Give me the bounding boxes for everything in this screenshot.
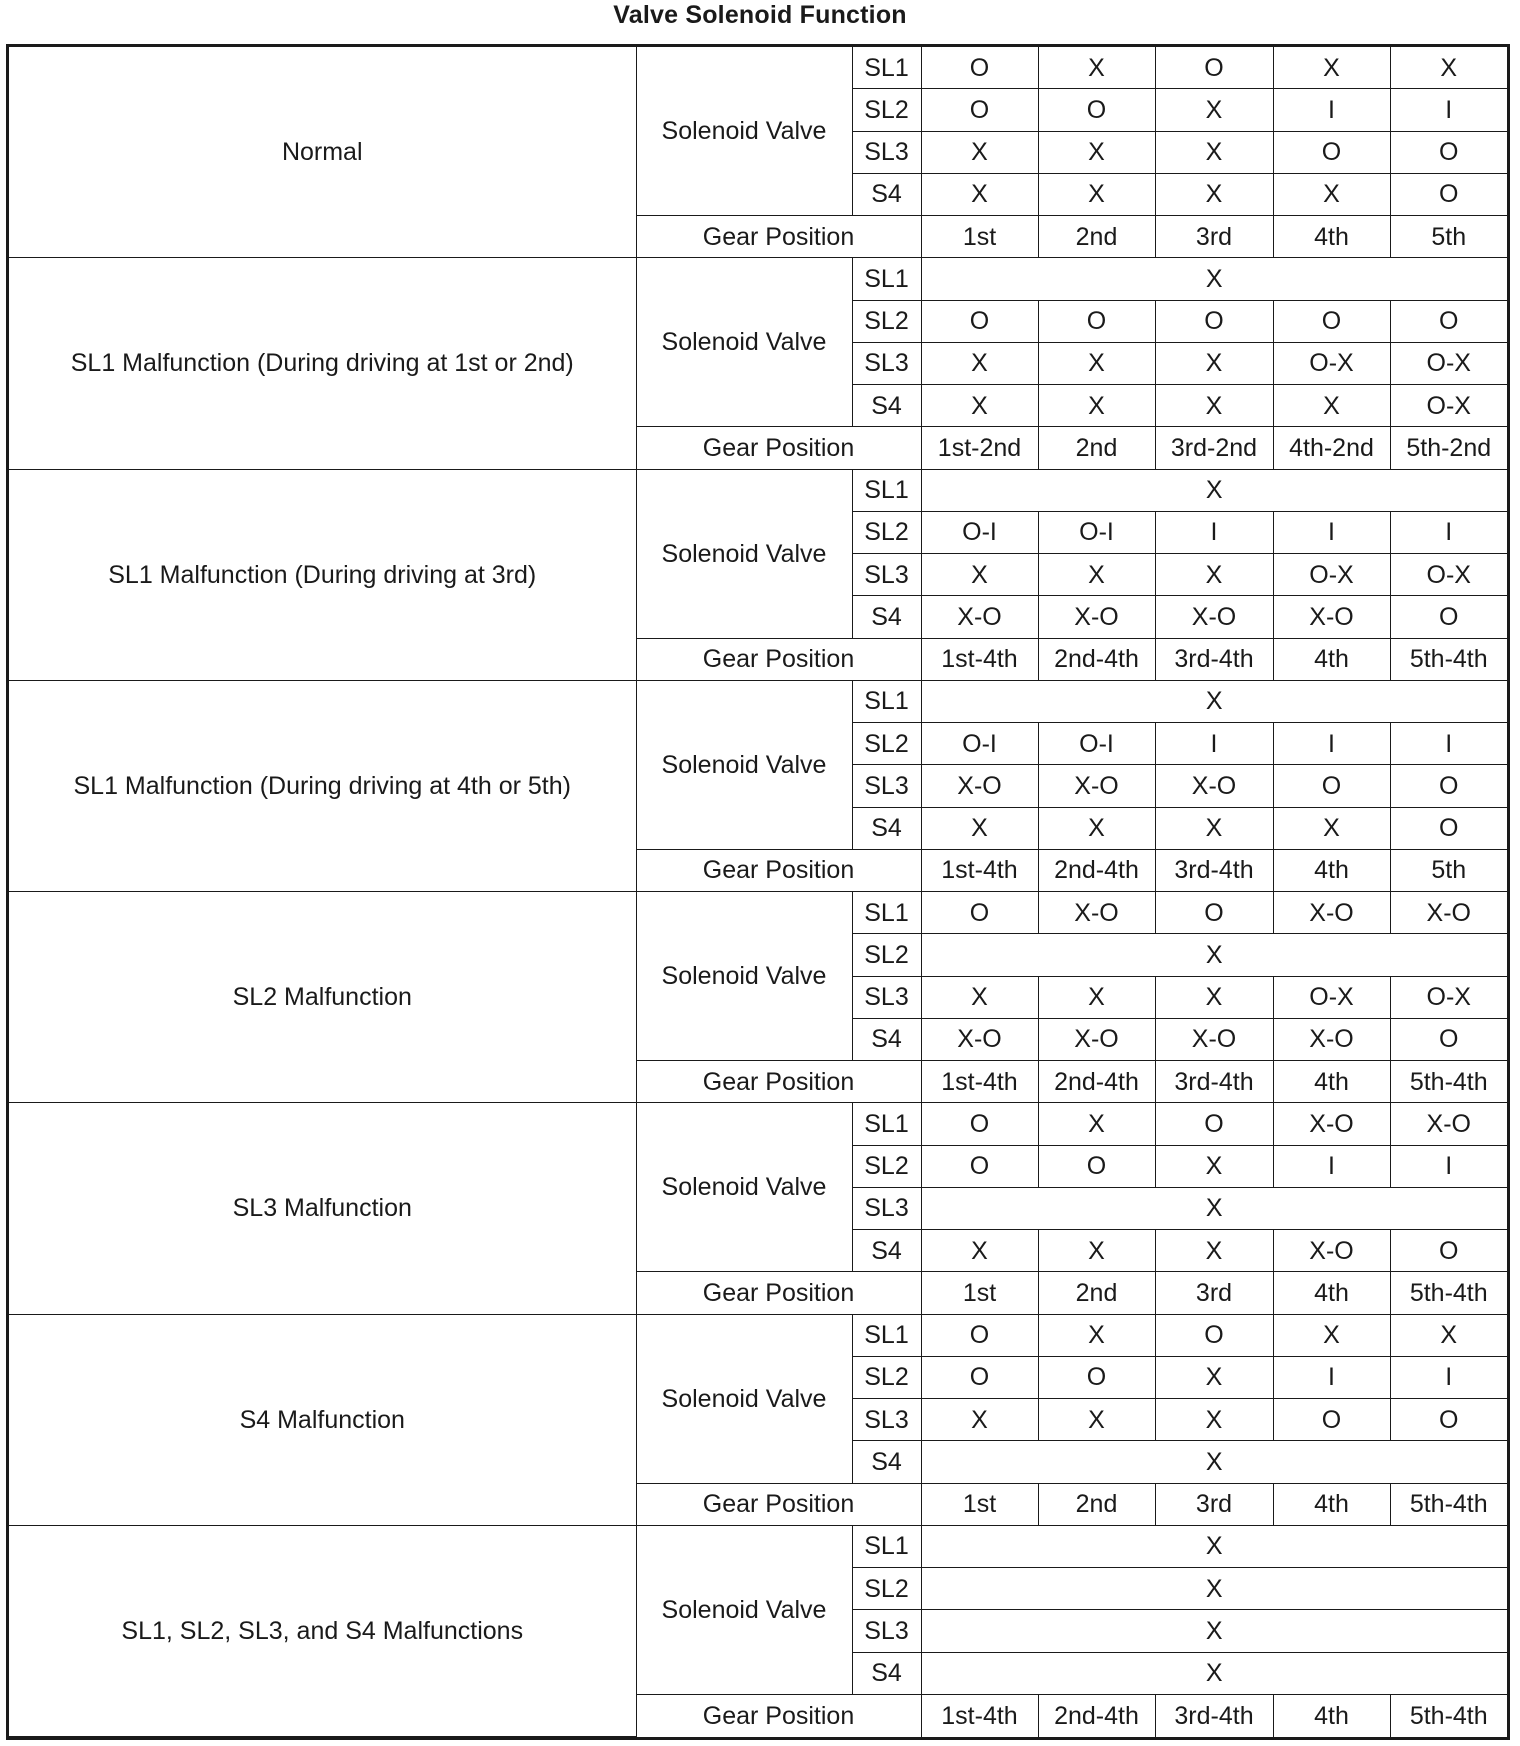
gear-position-cell: 4th	[1273, 1483, 1390, 1525]
valve-state-cell: X	[1155, 385, 1273, 427]
valve-name: SL2	[852, 89, 921, 131]
valve-state-cell: X	[1038, 1230, 1155, 1272]
gear-position-cell: 5th	[1390, 849, 1507, 891]
valve-name: SL3	[852, 1399, 921, 1441]
gear-position-cell: 3rd-2nd	[1155, 427, 1273, 469]
gear-position-cell: 5th-4th	[1390, 1272, 1507, 1314]
valve-name: SL2	[852, 300, 921, 342]
valve-name: SL1	[852, 47, 921, 89]
valve-state-cell: O	[921, 300, 1038, 342]
valve-state-cell: O	[1273, 1399, 1390, 1441]
valve-state-cell: X	[1155, 1145, 1273, 1187]
valve-row	[9, 47, 1507, 89]
valve-state-cell: X	[1038, 47, 1155, 89]
valve-row	[9, 892, 1507, 934]
valve-state-cell: O	[921, 47, 1038, 89]
valve-state-cell: X	[1273, 47, 1390, 89]
gear-position-cell: 3rd-4th	[1155, 638, 1273, 680]
gear-position-label: Gear Position	[636, 427, 921, 469]
valve-state-cell: X	[1155, 554, 1273, 596]
valve-state-cell: X	[921, 1610, 1507, 1652]
valve-state-cell: X	[1155, 1230, 1273, 1272]
valve-name: SL3	[852, 342, 921, 384]
valve-state-cell: I	[1273, 723, 1390, 765]
valve-state-cell: O	[1155, 1103, 1273, 1145]
valve-state-cell: X	[1038, 385, 1155, 427]
gear-position-cell: 2nd	[1038, 1483, 1155, 1525]
condition-label: SL3 Malfunction	[9, 1103, 636, 1314]
valve-name: SL2	[852, 934, 921, 976]
gear-position-label: Gear Position	[636, 1061, 921, 1103]
valve-state-cell: X	[1038, 1314, 1155, 1356]
gear-position-cell: 5th-4th	[1390, 1061, 1507, 1103]
valve-state-cell: O	[1273, 765, 1390, 807]
solenoid-valve-label: Solenoid Valve	[636, 680, 852, 849]
valve-state-cell: O	[1390, 300, 1507, 342]
valve-state-cell: O-X	[1390, 342, 1507, 384]
valve-state-cell: X	[1155, 173, 1273, 215]
valve-state-cell: X	[921, 385, 1038, 427]
valve-state-cell: X	[1273, 807, 1390, 849]
valve-name: SL1	[852, 1314, 921, 1356]
condition-label: Normal	[9, 47, 636, 258]
valve-state-cell: O-I	[1038, 511, 1155, 553]
valve-state-cell: X	[1273, 1314, 1390, 1356]
valve-state-cell: I	[1390, 1145, 1507, 1187]
valve-name: SL2	[852, 1568, 921, 1610]
valve-state-cell: X	[921, 1568, 1507, 1610]
valve-state-cell: I	[1390, 1356, 1507, 1398]
solenoid-valve-label: Solenoid Valve	[636, 1314, 852, 1483]
valve-state-cell: O	[921, 1356, 1038, 1398]
valve-name: SL1	[852, 1525, 921, 1567]
valve-state-cell: X	[1038, 1399, 1155, 1441]
valve-state-cell: X-O	[1038, 1018, 1155, 1060]
gear-position-cell: 3rd	[1155, 216, 1273, 258]
valve-state-cell: O-X	[1390, 385, 1507, 427]
valve-state-cell: X	[1038, 342, 1155, 384]
valve-name: S4	[852, 385, 921, 427]
valve-name: SL1	[852, 1103, 921, 1145]
solenoid-valve-label: Solenoid Valve	[636, 892, 852, 1061]
valve-state-cell: X	[1273, 173, 1390, 215]
valve-state-cell: O	[921, 1314, 1038, 1356]
gear-position-cell: 4th	[1273, 1061, 1390, 1103]
valve-state-cell: X	[921, 1230, 1038, 1272]
valve-state-cell: O	[1390, 765, 1507, 807]
gear-position-cell: 1st	[921, 1272, 1038, 1314]
valve-state-cell: X	[921, 342, 1038, 384]
valve-name: SL2	[852, 511, 921, 553]
condition-label: S4 Malfunction	[9, 1314, 636, 1525]
valve-state-cell: I	[1390, 723, 1507, 765]
solenoid-valve-label: Solenoid Valve	[636, 1103, 852, 1272]
valve-state-cell: O	[1273, 131, 1390, 173]
valve-state-cell: O-I	[921, 511, 1038, 553]
valve-state-cell: I	[1390, 511, 1507, 553]
valve-state-cell: X	[1390, 47, 1507, 89]
valve-name: S4	[852, 1230, 921, 1272]
valve-state-cell: X	[921, 1187, 1507, 1229]
valve-name: S4	[852, 1652, 921, 1694]
valve-row	[9, 258, 1507, 300]
page-title: Valve Solenoid Function	[613, 1, 907, 29]
valve-state-cell: O	[1273, 300, 1390, 342]
valve-state-cell: O	[1390, 1230, 1507, 1272]
gear-position-cell: 3rd	[1155, 1272, 1273, 1314]
valve-state-cell: X-O	[1038, 892, 1155, 934]
gear-position-cell: 4th	[1273, 1272, 1390, 1314]
valve-row	[9, 1314, 1507, 1356]
valve-state-cell: X-O	[1273, 1103, 1390, 1145]
gear-position-label: Gear Position	[636, 849, 921, 891]
valve-state-cell: I	[1390, 89, 1507, 131]
valve-state-cell: X-O	[1038, 596, 1155, 638]
valve-state-cell: O	[1390, 1018, 1507, 1060]
valve-state-cell: X	[1038, 554, 1155, 596]
valve-state-cell: O	[921, 1103, 1038, 1145]
gear-position-cell: 2nd	[1038, 216, 1155, 258]
valve-state-cell: X	[1155, 1356, 1273, 1398]
valve-state-cell: X	[1038, 976, 1155, 1018]
valve-state-cell: X	[921, 807, 1038, 849]
valve-state-cell: X-O	[921, 765, 1038, 807]
valve-state-cell: X	[1155, 1399, 1273, 1441]
valve-name: SL2	[852, 1356, 921, 1398]
valve-state-cell: X	[921, 934, 1507, 976]
condition-label: SL2 Malfunction	[9, 892, 636, 1103]
gear-position-cell: 4th	[1273, 216, 1390, 258]
valve-state-cell: X	[1155, 342, 1273, 384]
valve-name: SL3	[852, 554, 921, 596]
gear-position-label: Gear Position	[636, 1694, 921, 1736]
valve-state-cell: X-O	[1390, 892, 1507, 934]
valve-state-cell: X	[1155, 976, 1273, 1018]
gear-position-cell: 1st-4th	[921, 1694, 1038, 1736]
valve-name: S4	[852, 1441, 921, 1483]
valve-state-cell: X	[921, 554, 1038, 596]
gear-position-cell: 2nd-4th	[1038, 849, 1155, 891]
gear-position-cell: 4th	[1273, 638, 1390, 680]
valve-state-cell: I	[1155, 723, 1273, 765]
gear-position-cell: 2nd	[1038, 1272, 1155, 1314]
gear-position-cell: 5th-2nd	[1390, 427, 1507, 469]
valve-name: SL2	[852, 1145, 921, 1187]
valve-state-cell: O	[1038, 300, 1155, 342]
valve-state-cell: O	[1390, 807, 1507, 849]
valve-state-cell: X	[1390, 1314, 1507, 1356]
valve-state-cell: X	[1038, 807, 1155, 849]
gear-position-label: Gear Position	[636, 638, 921, 680]
valve-row	[9, 469, 1507, 511]
valve-state-cell: O	[1155, 47, 1273, 89]
valve-state-cell: O	[1155, 892, 1273, 934]
condition-label: SL1 Malfunction (During driving at 1st or 2nd)	[9, 258, 636, 469]
condition-label: SL1 Malfunction (During driving at 4th or 5th)	[9, 680, 636, 891]
valve-state-cell: X-O	[921, 596, 1038, 638]
valve-state-cell: X	[1155, 131, 1273, 173]
gear-position-cell: 2nd	[1038, 427, 1155, 469]
gear-position-cell: 4th-2nd	[1273, 427, 1390, 469]
valve-state-cell: X	[921, 976, 1038, 1018]
gear-position-cell: 2nd-4th	[1038, 1061, 1155, 1103]
valve-state-cell: O	[1038, 1145, 1155, 1187]
gear-position-cell: 3rd-4th	[1155, 1061, 1273, 1103]
gear-position-cell: 1st	[921, 216, 1038, 258]
gear-position-cell: 1st-4th	[921, 849, 1038, 891]
valve-state-cell: X-O	[1273, 596, 1390, 638]
valve-state-cell: O-I	[921, 723, 1038, 765]
gear-position-cell: 1st-4th	[921, 638, 1038, 680]
valve-name: SL2	[852, 723, 921, 765]
valve-state-cell: X-O	[1155, 765, 1273, 807]
valve-state-cell: O	[1038, 89, 1155, 131]
valve-name: SL1	[852, 258, 921, 300]
valve-state-cell: X	[1273, 385, 1390, 427]
valve-row	[9, 680, 1507, 722]
valve-state-cell: X-O	[1038, 765, 1155, 807]
valve-state-cell: X	[921, 469, 1507, 511]
gear-position-cell: 4th	[1273, 849, 1390, 891]
valve-state-cell: X-O	[921, 1018, 1038, 1060]
valve-solenoid-table	[9, 47, 1507, 1737]
gear-position-label: Gear Position	[636, 1272, 921, 1314]
valve-state-cell: I	[1273, 1145, 1390, 1187]
solenoid-valve-label: Solenoid Valve	[636, 258, 852, 427]
valve-name: S4	[852, 173, 921, 215]
valve-state-cell: O	[921, 892, 1038, 934]
gear-position-cell: 5th-4th	[1390, 1694, 1507, 1736]
valve-name: SL3	[852, 131, 921, 173]
gear-position-cell: 5th-4th	[1390, 638, 1507, 680]
valve-state-cell: I	[1273, 511, 1390, 553]
valve-name: SL3	[852, 765, 921, 807]
gear-position-cell: 3rd-4th	[1155, 1694, 1273, 1736]
valve-state-cell: O-X	[1273, 342, 1390, 384]
valve-state-cell: O	[1155, 1314, 1273, 1356]
valve-name: S4	[852, 1018, 921, 1060]
valve-name: SL1	[852, 680, 921, 722]
valve-state-cell: X	[1155, 807, 1273, 849]
valve-state-cell: X	[1155, 89, 1273, 131]
valve-state-cell: X-O	[1390, 1103, 1507, 1145]
gear-position-cell: 5th-4th	[1390, 1483, 1507, 1525]
gear-position-cell: 3rd-4th	[1155, 849, 1273, 891]
valve-state-cell: X	[1038, 173, 1155, 215]
solenoid-valve-label: Solenoid Valve	[636, 469, 852, 638]
valve-state-cell: O	[1390, 173, 1507, 215]
valve-state-cell: X	[1038, 131, 1155, 173]
valve-state-cell: O	[1390, 131, 1507, 173]
valve-state-cell: X-O	[1155, 596, 1273, 638]
solenoid-valve-label: Solenoid Valve	[636, 47, 852, 216]
valve-state-cell: X-O	[1155, 1018, 1273, 1060]
valve-state-cell: O-X	[1273, 554, 1390, 596]
valve-state-cell: O	[1038, 1356, 1155, 1398]
valve-name: S4	[852, 807, 921, 849]
valve-state-cell: O	[1155, 300, 1273, 342]
valve-row	[9, 1103, 1507, 1145]
valve-state-cell: O-X	[1390, 554, 1507, 596]
valve-state-cell: I	[1273, 1356, 1390, 1398]
valve-name: SL3	[852, 1610, 921, 1652]
condition-label: SL1, SL2, SL3, and S4 Malfunctions	[9, 1525, 636, 1736]
valve-state-cell: O	[1390, 596, 1507, 638]
valve-state-cell: X	[921, 1525, 1507, 1567]
gear-position-cell: 1st-4th	[921, 1061, 1038, 1103]
gear-position-cell: 2nd-4th	[1038, 638, 1155, 680]
gear-position-label: Gear Position	[636, 1483, 921, 1525]
gear-position-cell: 1st-2nd	[921, 427, 1038, 469]
condition-label: SL1 Malfunction (During driving at 3rd)	[9, 469, 636, 680]
gear-position-cell: 1st	[921, 1483, 1038, 1525]
valve-state-cell: O-I	[1038, 723, 1155, 765]
valve-state-cell: X	[921, 1441, 1507, 1483]
gear-position-cell: 4th	[1273, 1694, 1390, 1736]
gear-position-cell: 3rd	[1155, 1483, 1273, 1525]
valve-state-cell: O-X	[1273, 976, 1390, 1018]
valve-state-cell: X	[921, 1652, 1507, 1694]
valve-state-cell: O-X	[1390, 976, 1507, 1018]
valve-state-cell: I	[1155, 511, 1273, 553]
valve-state-cell: X-O	[1273, 892, 1390, 934]
valve-solenoid-table-frame	[6, 44, 1510, 1740]
valve-state-cell: X	[921, 1399, 1038, 1441]
valve-state-cell: X	[921, 258, 1507, 300]
valve-name: SL3	[852, 976, 921, 1018]
valve-state-cell: X-O	[1273, 1018, 1390, 1060]
valve-state-cell: X	[921, 173, 1038, 215]
valve-state-cell: X-O	[1273, 1230, 1390, 1272]
valve-row	[9, 1525, 1507, 1567]
valve-state-cell: O	[1390, 1399, 1507, 1441]
valve-state-cell: I	[1273, 89, 1390, 131]
gear-position-cell: 5th	[1390, 216, 1507, 258]
valve-state-cell: O	[921, 89, 1038, 131]
gear-position-cell: 2nd-4th	[1038, 1694, 1155, 1736]
valve-state-cell: X	[921, 131, 1038, 173]
gear-position-label: Gear Position	[636, 216, 921, 258]
valve-name: S4	[852, 596, 921, 638]
valve-name: SL1	[852, 892, 921, 934]
valve-state-cell: O	[921, 1145, 1038, 1187]
valve-name: SL1	[852, 469, 921, 511]
valve-name: SL3	[852, 1187, 921, 1229]
solenoid-valve-label: Solenoid Valve	[636, 1525, 852, 1694]
valve-state-cell: X	[1038, 1103, 1155, 1145]
valve-state-cell: X	[921, 680, 1507, 722]
